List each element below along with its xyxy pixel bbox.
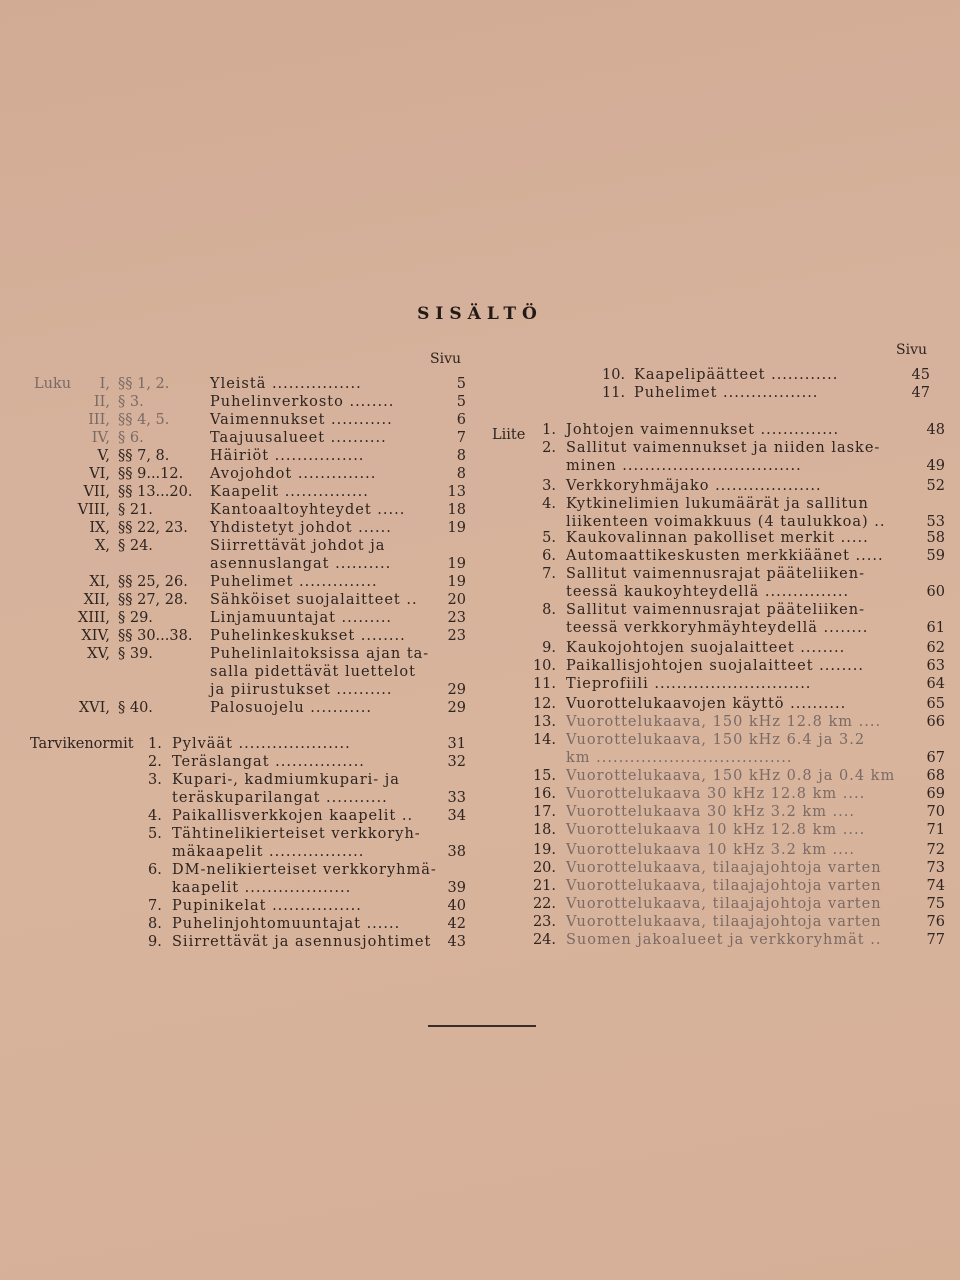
liite-page: 60	[926, 584, 945, 600]
liite-page: 75	[926, 896, 945, 912]
liite-number: 15.	[532, 768, 556, 784]
liite-title: Vuorottelukaava, 150 kHz 12.8 km ....	[566, 714, 882, 730]
liite-page: 61	[926, 620, 945, 636]
chapter-roman: V,	[97, 448, 110, 464]
chapter-page: 19	[447, 520, 466, 536]
tarvikenormi-page: 38	[447, 844, 466, 860]
tarvikenormi-title: Kaapelipäätteet ............	[634, 367, 839, 383]
liite-title: Vuorottelukaava, tilaajajohtoja varten	[566, 878, 882, 894]
liite-title: Vuorottelukaava 30 kHz 3.2 km ....	[566, 804, 855, 820]
tarvikenormi-title: Teräslangat ................	[172, 754, 365, 770]
chapter-roman: I,	[99, 376, 110, 392]
tarvikenormi-number: 8.	[148, 916, 162, 932]
liite-number: 24.	[532, 932, 556, 948]
chapter-roman: XV,	[87, 646, 110, 662]
liite-number: 17.	[532, 804, 556, 820]
liite-number: 9.	[542, 640, 556, 656]
liite-number: 5.	[542, 530, 556, 546]
liite-number: 13.	[532, 714, 556, 730]
tarvikenormi-number: 7.	[148, 898, 162, 914]
luku-label: Luku	[34, 376, 72, 392]
liite-page: 65	[926, 696, 945, 712]
liite-number: 6.	[542, 548, 556, 564]
chapter-paragraphs: § 21.	[118, 502, 153, 518]
chapter-title: Puhelinkeskukset ........	[210, 628, 406, 644]
liite-page: 72	[926, 842, 945, 858]
liite-number: 18.	[532, 822, 556, 838]
chapter-page: 7	[456, 430, 466, 446]
liite-page: 67	[926, 750, 945, 766]
chapter-title: Kantoaaltoyhteydet .....	[210, 502, 406, 518]
chapter-roman: IV,	[91, 430, 110, 446]
page-title: SISÄLTÖ	[417, 304, 543, 324]
chapter-page: 23	[447, 610, 466, 626]
liite-title: minen ................................	[566, 458, 802, 474]
liite-page: 59	[926, 548, 945, 564]
liite-title: Vuorottelukaava, 150 kHz 6.4 ja 3.2	[566, 732, 866, 748]
liite-number: 19.	[532, 842, 556, 858]
liite-page: 71	[926, 822, 945, 838]
chapter-page: 5	[456, 376, 466, 392]
chapter-roman: XVI,	[78, 700, 110, 716]
chapter-title: Puhelinlaitoksissa ajan ta-	[210, 646, 430, 662]
liite-title: Kaukojohtojen suojalaitteet ........	[566, 640, 846, 656]
liite-label: Liite	[492, 427, 526, 443]
chapter-page: 29	[447, 700, 466, 716]
liite-title: Paikallisjohtojen suojalaitteet ........	[566, 658, 865, 674]
chapter-title: Yhdistetyt johdot ......	[210, 520, 392, 536]
chapter-paragraphs: § 39.	[118, 646, 153, 662]
tarvikenormi-number: 4.	[148, 808, 162, 824]
chapter-roman: VII,	[83, 484, 110, 500]
chapter-page: 13	[447, 484, 466, 500]
liite-page: 64	[926, 676, 945, 692]
liite-number: 8.	[542, 602, 556, 618]
chapter-page: 18	[447, 502, 466, 518]
chapter-paragraphs: §§ 27, 28.	[118, 592, 188, 608]
liite-title: Suomen jakoalueet ja verkkoryhmät ..	[566, 932, 882, 948]
tarvikenormi-title: Paikallisverkkojen kaapelit ..	[172, 808, 414, 824]
page-column-label: Sivu	[430, 351, 461, 367]
liite-page: 49	[926, 458, 945, 474]
tarvikenormi-number: 10.	[602, 367, 626, 383]
chapter-roman: IX,	[89, 520, 110, 536]
tarvikenormi-number: 9.	[148, 934, 162, 950]
liite-page: 74	[926, 878, 945, 894]
chapter-title: Taajuusalueet ..........	[210, 430, 387, 446]
tarvikenormi-number: 1.	[148, 736, 162, 752]
liite-page: 66	[926, 714, 945, 730]
liite-title: Kytkinelimien lukumäärät ja sallitun	[566, 496, 869, 512]
tarvikenormi-page: 31	[447, 736, 466, 752]
chapter-paragraphs: § 40.	[118, 700, 153, 716]
chapter-title: asennuslangat ..........	[210, 556, 392, 572]
liite-number: 10.	[532, 658, 556, 674]
tarvikenormi-title: Puhelimet .................	[634, 385, 819, 401]
tarvikenormi-number: 11.	[602, 385, 626, 401]
chapter-roman: VIII,	[77, 502, 110, 518]
tarvikenormi-number: 6.	[148, 862, 162, 878]
liite-page: 70	[926, 804, 945, 820]
liite-title: Vuorottelukaava 30 kHz 12.8 km ....	[566, 786, 866, 802]
chapter-page: 19	[447, 556, 466, 572]
chapter-page: 23	[447, 628, 466, 644]
page-column-label-right: Sivu	[896, 342, 927, 358]
chapter-page: 6	[456, 412, 466, 428]
chapter-roman: III,	[88, 412, 110, 428]
tarvikenormi-title: Kupari-, kadmiumkupari- ja	[172, 772, 400, 788]
tarvikenormi-page: 39	[447, 880, 466, 896]
chapter-page: 8	[456, 466, 466, 482]
chapter-roman: II,	[93, 394, 110, 410]
liite-number: 20.	[532, 860, 556, 876]
tarvikenormi-title: Pupinikelat ................	[172, 898, 362, 914]
tarvikenormi-title: teräskuparilangat ...........	[172, 790, 388, 806]
chapter-paragraphs: § 29.	[118, 610, 153, 626]
tarvikenormi-page: 45	[911, 367, 930, 383]
chapter-title: Kaapelit ...............	[210, 484, 369, 500]
liite-page: 73	[926, 860, 945, 876]
liite-number: 21.	[532, 878, 556, 894]
tarvikenormi-title: DM-nelikierteiset verkkoryhmä-	[172, 862, 437, 878]
liite-title: Kaukovalinnan pakolliset merkit .....	[566, 530, 869, 546]
liite-page: 62	[926, 640, 945, 656]
tarvikenormi-page: 47	[911, 385, 930, 401]
liite-title: Vuorottelukaava, 150 kHz 0.8 ja 0.4 km	[566, 768, 896, 784]
liite-number: 2.	[542, 440, 556, 456]
liite-title: Vuorottelukaava, tilaajajohtoja varten	[566, 914, 882, 930]
liite-number: 11.	[532, 676, 556, 692]
liite-title: Tieprofiili ............................	[566, 676, 812, 692]
liite-page: 63	[926, 658, 945, 674]
liite-page: 52	[926, 478, 945, 494]
liite-number: 12.	[532, 696, 556, 712]
chapter-page: 5	[456, 394, 466, 410]
chapter-page: 8	[456, 448, 466, 464]
tarvikenormi-title: Siirrettävät ja asennusjohtimet	[172, 934, 432, 950]
liite-number: 14.	[532, 732, 556, 748]
liite-title: km ...................................	[566, 750, 793, 766]
liite-page: 77	[926, 932, 945, 948]
chapter-roman: XI,	[89, 574, 110, 590]
liite-title: Vuorottelukaava 10 kHz 12.8 km ....	[566, 822, 866, 838]
liite-title: Sallitut vaimennusrajat pääteliiken-	[566, 602, 866, 618]
chapter-title: salla pidettävät luettelot	[210, 664, 416, 680]
chapter-paragraphs: §§ 9...12.	[118, 466, 184, 482]
liite-page: 69	[926, 786, 945, 802]
chapter-paragraphs: §§ 4, 5.	[118, 412, 170, 428]
chapter-title: Siirrettävät johdot ja	[210, 538, 386, 554]
chapter-title: Häiriöt ................	[210, 448, 365, 464]
chapter-paragraphs: § 6.	[118, 430, 144, 446]
chapter-paragraphs: §§ 25, 26.	[118, 574, 188, 590]
liite-page: 76	[926, 914, 945, 930]
liite-title: Automaattikeskusten merkkiäänet .....	[566, 548, 884, 564]
liite-title: teessä verkkoryhmäyhteydellä ........	[566, 620, 869, 636]
liite-page: 58	[926, 530, 945, 546]
chapter-roman: VI,	[89, 466, 110, 482]
chapter-page: 19	[447, 574, 466, 590]
chapter-title: Puhelinverkosto ........	[210, 394, 395, 410]
chapter-page: 29	[447, 682, 466, 698]
tarvikenormit-label: Tarvikenormit	[30, 736, 134, 752]
liite-title: liikenteen voimakkuus (4 taulukkoa) ..	[566, 514, 886, 530]
chapter-paragraphs: §§ 22, 23.	[118, 520, 188, 536]
liite-number: 3.	[542, 478, 556, 494]
tarvikenormi-page: 43	[447, 934, 466, 950]
liite-page: 48	[926, 422, 945, 438]
chapter-paragraphs: §§ 13...20.	[118, 484, 193, 500]
chapter-title: Sähköiset suojalaitteet ..	[210, 592, 418, 608]
tarvikenormi-page: 33	[447, 790, 466, 806]
chapter-title: Yleistä ................	[210, 376, 362, 392]
tarvikenormi-title: Tähtinelikierteiset verkkoryh-	[172, 826, 421, 842]
tarvikenormi-number: 5.	[148, 826, 162, 842]
chapter-paragraphs: §§ 7, 8.	[118, 448, 170, 464]
chapter-title: Puhelimet ..............	[210, 574, 378, 590]
chapter-title: Linjamuuntajat .........	[210, 610, 393, 626]
liite-number: 1.	[542, 422, 556, 438]
chapter-roman: XIV,	[81, 628, 110, 644]
chapter-roman: XII,	[83, 592, 110, 608]
tarvikenormi-page: 42	[447, 916, 466, 932]
liite-page: 53	[926, 514, 945, 530]
chapter-roman: X,	[95, 538, 110, 554]
liite-page: 68	[926, 768, 945, 784]
liite-title: Sallitut vaimennukset ja niiden laske-	[566, 440, 881, 456]
tarvikenormi-page: 40	[447, 898, 466, 914]
tarvikenormi-number: 3.	[148, 772, 162, 788]
liite-number: 23.	[532, 914, 556, 930]
tarvikenormi-title: kaapelit ...................	[172, 880, 352, 896]
tarvikenormi-title: Pylväät ....................	[172, 736, 351, 752]
tarvikenormi-page: 34	[447, 808, 466, 824]
liite-title: Verkkoryhmäjako ...................	[566, 478, 822, 494]
liite-title: Vuorottelukaavojen käyttö ..........	[566, 696, 847, 712]
liite-title: teessä kaukoyhteydellä ...............	[566, 584, 850, 600]
tarvikenormi-title: Puhelinjohtomuuntajat ......	[172, 916, 401, 932]
chapter-paragraphs: §§ 30...38.	[118, 628, 193, 644]
chapter-paragraphs: § 24.	[118, 538, 153, 554]
chapter-page: 20	[447, 592, 466, 608]
liite-title: Vuorottelukaava, tilaajajohtoja varten	[566, 896, 882, 912]
end-rule-divider	[428, 1025, 536, 1027]
liite-number: 16.	[532, 786, 556, 802]
tarvikenormi-title: mäkaapelit .................	[172, 844, 365, 860]
chapter-title: ja piirustukset ..........	[210, 682, 393, 698]
chapter-title: Avojohdot ..............	[210, 466, 377, 482]
liite-number: 7.	[542, 566, 556, 582]
liite-title: Johtojen vaimennukset ..............	[566, 422, 840, 438]
chapter-paragraphs: §§ 1, 2.	[118, 376, 170, 392]
chapter-title: Palosuojelu ...........	[210, 700, 372, 716]
chapter-title: Vaimennukset ...........	[210, 412, 393, 428]
liite-title: Vuorottelukaava 10 kHz 3.2 km ....	[566, 842, 855, 858]
chapter-paragraphs: § 3.	[118, 394, 144, 410]
liite-title: Sallitut vaimennusrajat pääteliiken-	[566, 566, 866, 582]
liite-number: 22.	[532, 896, 556, 912]
liite-title: Vuorottelukaava, tilaajajohtoja varten	[566, 860, 882, 876]
tarvikenormi-page: 32	[447, 754, 466, 770]
chapter-roman: XIII,	[77, 610, 110, 626]
liite-number: 4.	[542, 496, 556, 512]
tarvikenormi-number: 2.	[148, 754, 162, 770]
